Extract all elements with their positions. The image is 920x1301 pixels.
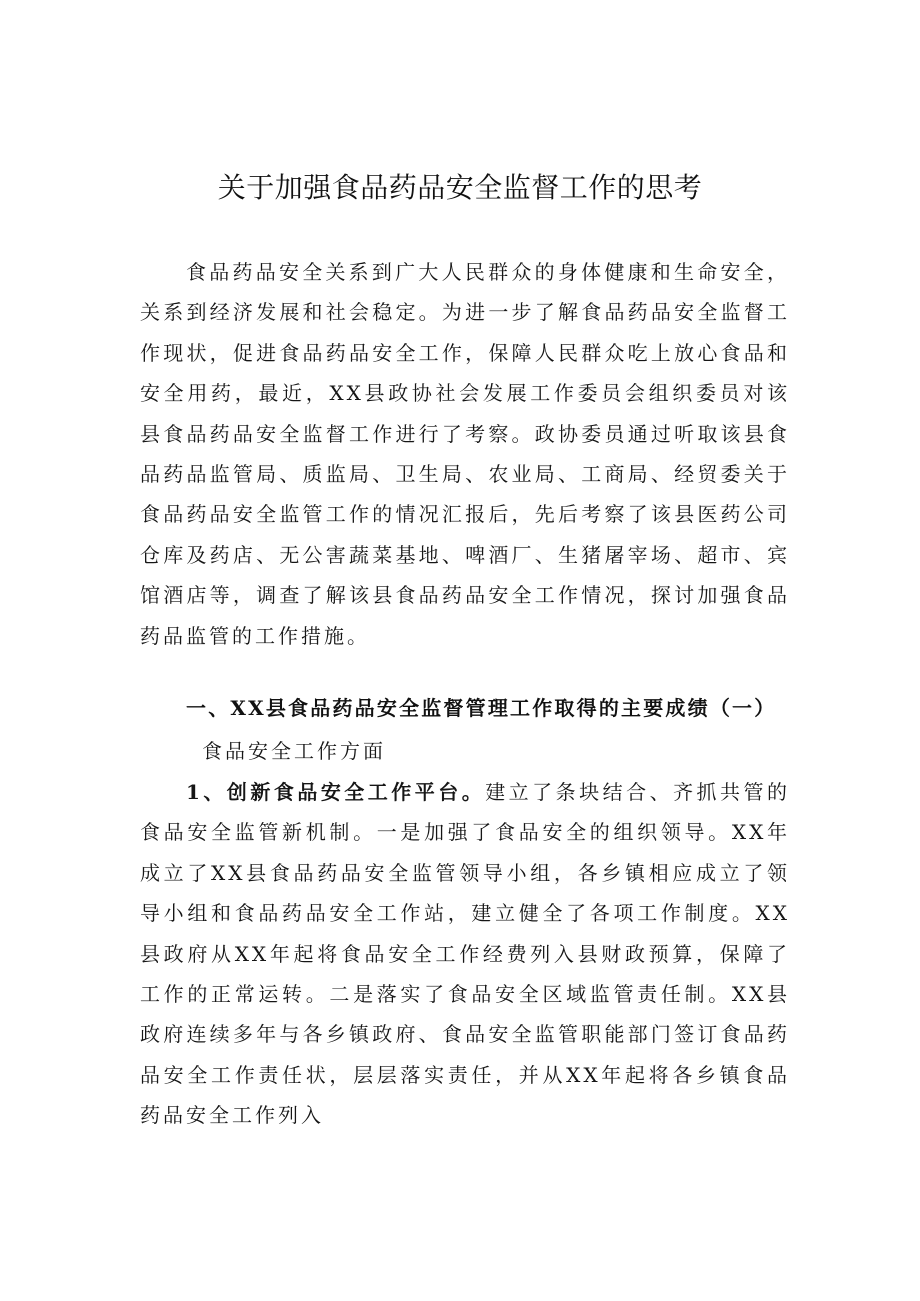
subsection-heading: 食品安全工作方面 [202, 739, 386, 763]
item-1-text: 建立了条块结合、齐抓共管的食品安全监管新机制。一是加强了食品安全的组织领导。XX年成立了XX县食品药品安全监管领导小组，各乡镇相应成立了领导小组和食品药品安全工作站，建立健全了各项工作制度。XX县政府从XX年起将食品安全工作经费列入县财政预算，保障了工作的正常运转。二是落实了食品安全区域监管责任制。XX县政府连续多年与各乡镇政府、食品安全监管职能部门签订食品药品安全工作责任状，层层落实责任，并从XX年起将各乡镇食品药品安全工作列入 [140, 780, 791, 1128]
section-heading: 一、XX县食品药品安全监督管理工作取得的主要成绩（一） [186, 696, 777, 720]
item-1-paragraph [140, 772, 790, 1136]
document-title: 关于加强食品药品安全监督工作的思考 [217, 171, 703, 204]
item-1-lead: 1、创新食品安全工作平台。 [186, 780, 486, 804]
intro-paragraph [140, 252, 790, 656]
intro-paragraph-text: 食品药品安全关系到广大人民群众的身体健康和生命安全，关系到经济发展和社会稳定。为进一步了解食品药品安全监督工作现状，促进食品药品安全工作，保障人民群众吃上放心食品和安全用药，最近，XX县政协社会发展工作委员会组织委员对该县食品药品安全监督工作进行了考察。政协委员通过听取该县食品药品监管局、质监局、卫生局、农业局、工商局、经贸委关于食品药品安全监管工作的情况汇报后，先后考察了该县医药公司仓库及药店、无公害蔬菜基地、啤酒厂、生猪屠宰场、超市、宾馆酒店等，调查了解该县食品药品安全工作情况，探讨加强食品药品监管的工作措施。 [140, 260, 790, 648]
